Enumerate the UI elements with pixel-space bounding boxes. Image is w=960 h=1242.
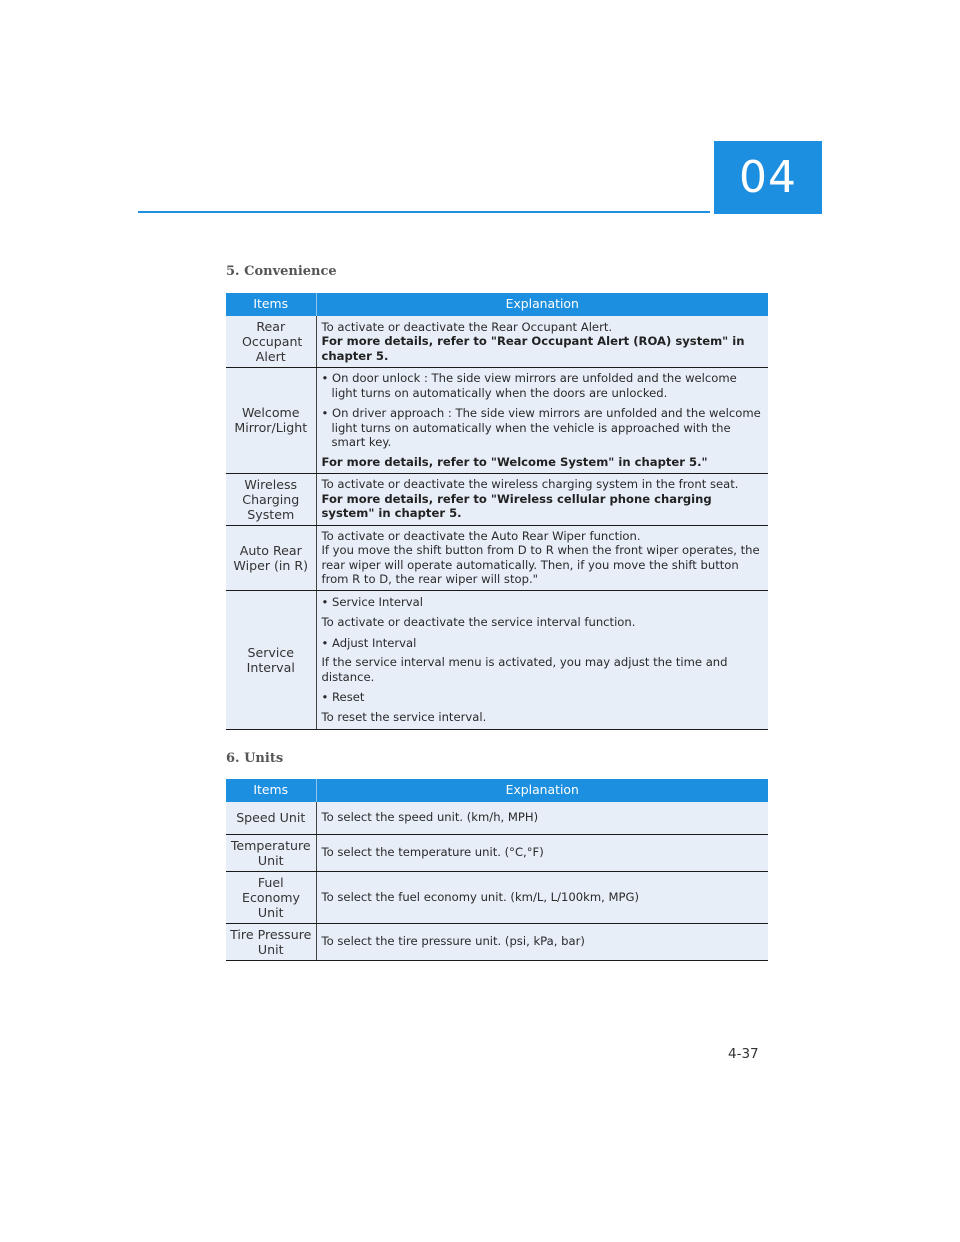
reference-text: For more details, refer to "Welcome System" in chapter 5." <box>321 454 708 469</box>
explanation-text: If you move the shift button from D to R when the front wiper operates, the rear wiper will operate automatically. Then, if you move the shift button from R to D, the rear wiper will stop." <box>321 543 760 587</box>
convenience-table-header <box>226 293 768 316</box>
item-label: Welcome Mirror/Light <box>234 405 308 436</box>
convenience-table <box>226 293 768 730</box>
explanation-cell <box>316 473 768 525</box>
explanation-cell <box>316 316 768 368</box>
bullet-text: • Reset <box>321 690 365 705</box>
explanation-cell <box>316 525 768 590</box>
item-label: Service Interval <box>246 644 295 675</box>
explanation-text: To activate or deactivate the Rear Occupant Alert. <box>321 319 613 334</box>
item-cell <box>226 871 316 923</box>
explanation-text: If the service interval menu is activated, you may adjust the time and distance. <box>321 655 728 684</box>
item-label: Wireless Charging System <box>242 476 300 522</box>
table-row <box>226 368 768 474</box>
column-header-items: Items <box>226 293 316 316</box>
item-cell <box>226 316 316 368</box>
table-row <box>226 473 768 525</box>
column-header-explanation: Explanation <box>316 779 768 802</box>
item-cell <box>226 368 316 474</box>
item-cell <box>226 590 316 729</box>
explanation-cell: To select the speed unit. (km/h, MPH) <box>316 802 768 834</box>
explanation-cell: To select the temperature unit. (°C,°F) <box>316 834 768 871</box>
item-label: Fuel Economy Unit <box>242 874 300 920</box>
page-number: 4-37 <box>728 1046 759 1062</box>
item-cell <box>226 525 316 590</box>
explanation-cell <box>316 590 768 729</box>
table-row <box>226 316 768 368</box>
explanation-text: To activate or deactivate the wireless charging system in the front seat. <box>321 477 739 492</box>
column-header-explanation: Explanation <box>316 293 768 316</box>
table-row <box>226 871 768 923</box>
item-cell: Tire Pressure Unit <box>226 923 316 960</box>
units-table <box>226 779 768 961</box>
explanation-cell: To select the fuel economy unit. (km/L, L/100km, MPG) <box>316 871 768 923</box>
explanation-text: To activate or deactivate the Auto Rear Wiper function. <box>321 528 641 543</box>
bullet-text: • On driver approach : The side view mirrors are unfolded and the welcome light turns on automatically when the vehicle is approached with the smart key. <box>321 406 761 450</box>
item-cell <box>226 473 316 525</box>
table-row <box>226 923 768 960</box>
reference-text: For more details, refer to "Rear Occupant Alert (ROA) system" in chapter 5. <box>321 334 745 363</box>
item-cell: Temperature Unit <box>226 834 316 871</box>
explanation-text: To activate or deactivate the service interval function. <box>321 614 636 629</box>
column-header-items: Items <box>226 779 316 802</box>
item-label: Rear Occupant Alert <box>242 319 303 364</box>
reference-text: For more details, refer to "Wireless cellular phone charging system" in chapter 5. <box>321 491 712 521</box>
units-table-header <box>226 779 768 802</box>
bullet-text: • On door unlock : The side view mirrors are unfolded and the welcome light turns on automatically when the doors are unlocked. <box>321 371 737 400</box>
table-row <box>226 525 768 590</box>
table-row <box>226 802 768 834</box>
section-heading-convenience: 5. Convenience <box>226 264 337 279</box>
item-cell: Speed Unit <box>226 802 316 834</box>
chapter-tab <box>714 141 822 214</box>
explanation-text: To reset the service interval. <box>321 709 487 724</box>
item-label: Auto Rear Wiper (in R) <box>233 542 309 573</box>
table-row <box>226 590 768 729</box>
header-rule <box>138 211 710 213</box>
section-heading-units: 6. Units <box>226 751 284 766</box>
chapter-number: 04 <box>739 152 797 203</box>
bullet-text: • Adjust Interval <box>321 635 417 650</box>
explanation-cell: To select the tire pressure unit. (psi, kPa, bar) <box>316 923 768 960</box>
table-row <box>226 834 768 871</box>
bullet-text: • Service Interval <box>321 595 423 610</box>
explanation-cell <box>316 368 768 474</box>
